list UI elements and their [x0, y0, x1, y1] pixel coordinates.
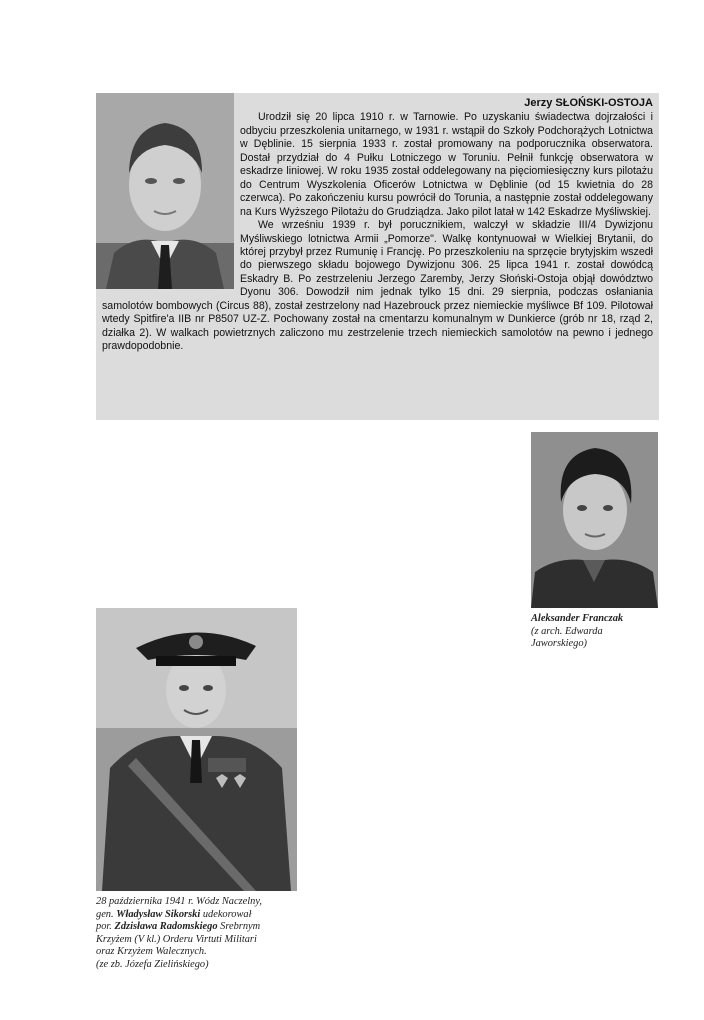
caption-franczak-source-line-1: (z arch. Edwarda — [531, 625, 603, 637]
bio-paragraph-2: We wrześniu 1939 r. był porucznikiem, walczył w składzie III/4 Dywizjonu Myśliwskiego lotnictwa Armii „Pomorze". Walkę kontynuował w Wielkiej Brytanii, do której przybył przez Rumunię i Francję. Po przeszkoleniu na sprzęcie brytyjskim wszedł do pierwszego składu bojowego Dywizjonu 306. 25 lipca 1941 r. został dowódcą Eskadry B. Po zestrzeleniu Jerzego Zaremby, Jerzy Słoński-Ostoja objął dowództwo Dyonu 306. Dowodził nim jednak tylko 15 dni. 29 sierpnia, podczas osłaniania samolotów bombowych (Circus 88), został zestrzelony nad Hazebrouck przez niemieckie myśliwce Bf 109. Pilotował wtedy Spitfire'a IIB nr P8507 UZ-Z. Pochowany został na cmentarzu komunalnym w Dunkierce (grób nr 18, rząd 2, działka 2). W walkach powietrznych zaliczono mu zestrzelenie trzech niemieckich samolotów na pewno i jednego prawdopodobnie. — [102, 219, 653, 353]
bio-name: Jerzy SŁOŃSKI-OSTOJA — [524, 97, 653, 109]
caption-franczak-name: Aleksander Franczak — [531, 613, 624, 624]
biography-box — [96, 93, 659, 420]
bio-paragraph-1: Urodził się 20 lipca 1910 r. w Tarnowie. Po uzyskaniu świadectwa dojrzałości i odbyciu przeszkolenia unitarnego, w 1931 r. wstąpił do Szkoły Podchorążych Lotnictwa w Dęblinie. 15 sierpnia 1933 r. został promowany na podporucznika obserwatora. Dostał przydział do 4 Pułku Lotniczego w Toruniu. Pełnił funkcję obserwatora w eskadrze liniowej. W roku 1935 został oddelegowany na pięciomiesięczny kurs pilotażu do Centrum Wyszkolenia Oficerów Lotnictwa w Dęblinie (od 15 kwietnia do 28 czerwca). Po zakończeniu kursu powrócił do Torunia, a następnie został oddelegowany na Kurs Wyższego Pilotażu do Grudziądza. Jako pilot latał w 142 Eskadrze Myśliwskiej. — [240, 111, 653, 218]
portrait-photo-franczak — [531, 432, 658, 608]
photo-radomski-decorated — [96, 608, 297, 891]
caption-radomski-line-3: por. Zdzisława Radomskiego Srebrnym — [96, 921, 261, 933]
caption-radomski-line-2: gen. Władysław Sikorski udekorował — [96, 908, 252, 920]
portrait-photo-slonski — [96, 93, 234, 289]
caption-franczak — [531, 613, 671, 651]
caption-radomski — [96, 896, 301, 972]
caption-radomski-line-1: 28 października 1941 r. Wódz Naczelny, — [96, 896, 262, 907]
caption-radomski-line-5: oraz Krzyżem Walecznych. — [96, 946, 207, 958]
caption-radomski-line-6: (ze zb. Józefa Zielińskiego) — [96, 958, 209, 970]
caption-franczak-source-line-2: Jaworskiego) — [531, 638, 587, 650]
caption-radomski-line-4: Krzyżem (V kl.) Orderu Virtuti Militari — [96, 933, 257, 945]
